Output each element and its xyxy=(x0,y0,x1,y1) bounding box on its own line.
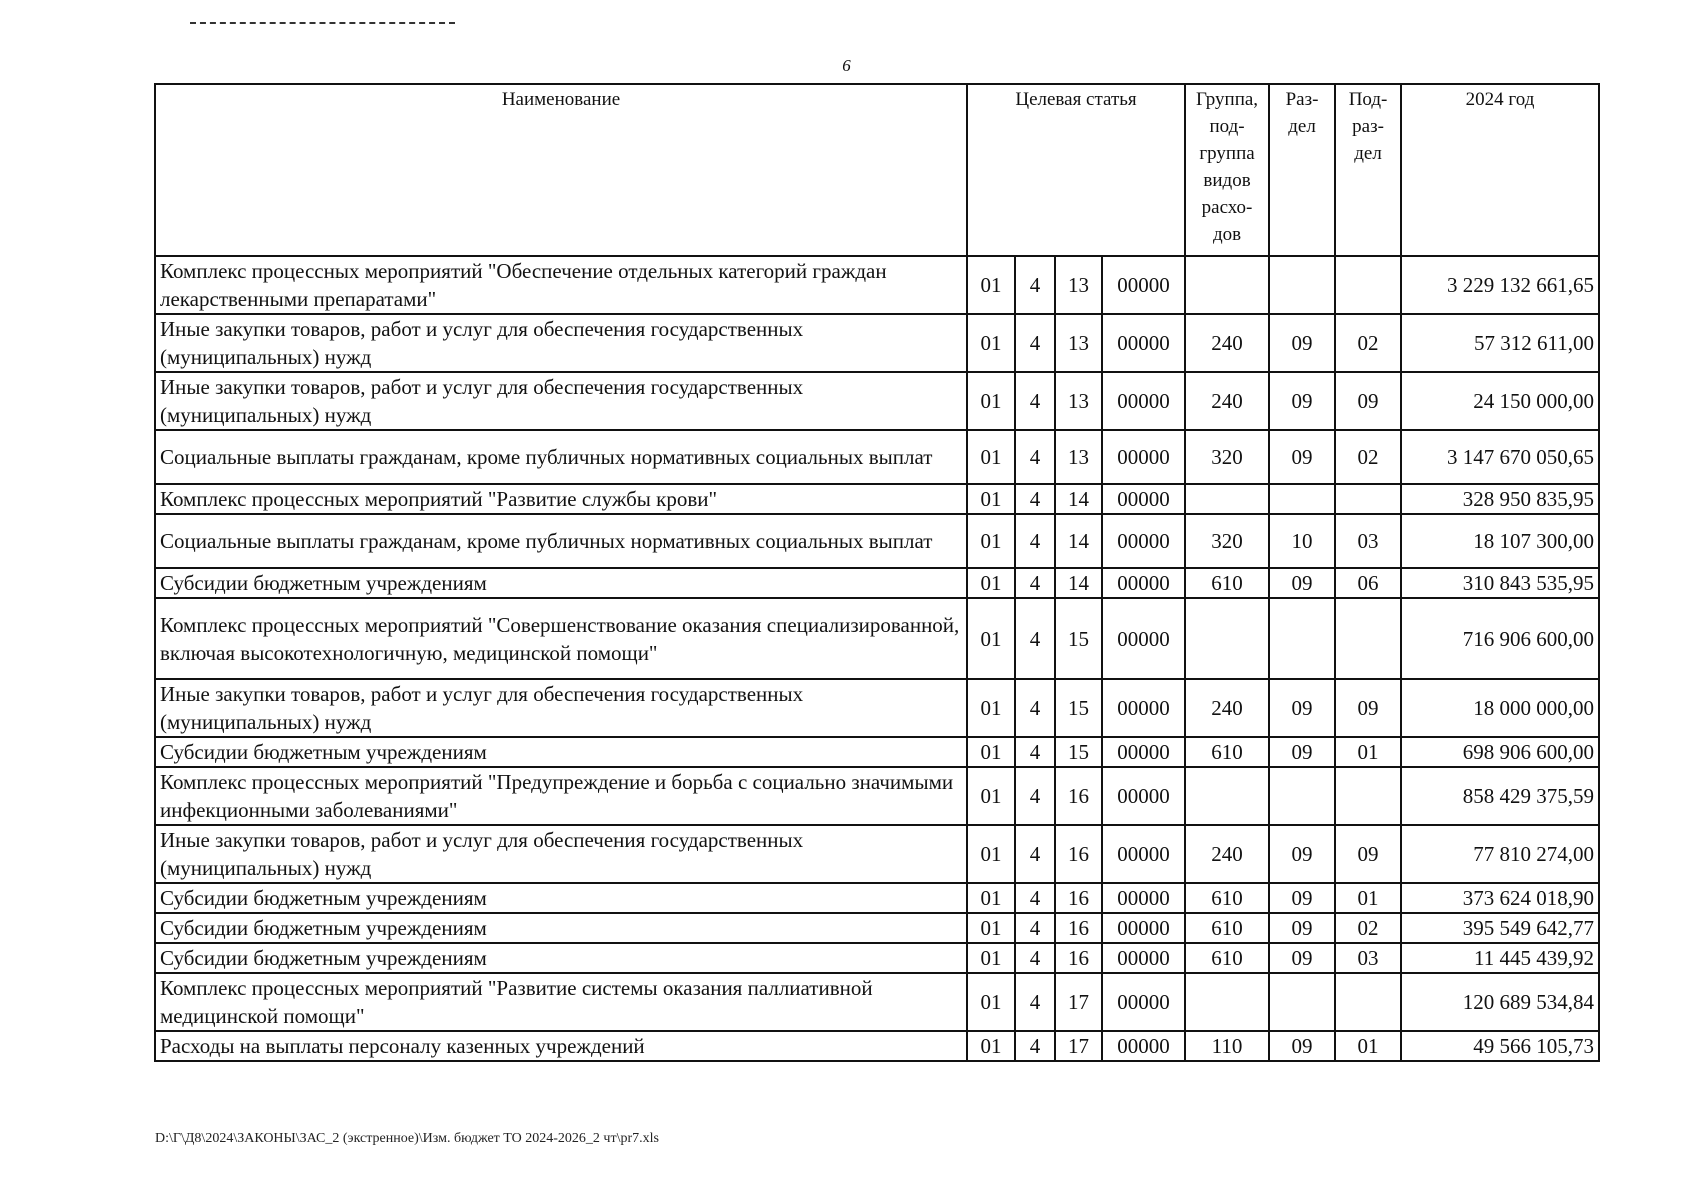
section-code: 09 xyxy=(1269,1031,1335,1061)
target-code-type: 4 xyxy=(1015,430,1055,484)
table-row xyxy=(155,767,1599,825)
section-code xyxy=(1269,484,1335,514)
table-row xyxy=(155,484,1599,514)
amount-2024: 328 950 835,95 xyxy=(1401,484,1599,514)
amount-2024: 395 549 642,77 xyxy=(1401,913,1599,943)
target-code-program: 01 xyxy=(967,256,1015,314)
target-code-program: 01 xyxy=(967,514,1015,568)
section-code: 09 xyxy=(1269,737,1335,767)
target-code-program: 01 xyxy=(967,314,1015,372)
row-name: Комплекс процессных мероприятий "Предупреждение и борьба с социально значимыми инфекционными заболеваниями" xyxy=(155,767,967,825)
target-code-program: 01 xyxy=(967,430,1015,484)
target-code-program: 01 xyxy=(967,883,1015,913)
target-code-complex: 16 xyxy=(1055,767,1102,825)
target-code-program: 01 xyxy=(967,484,1015,514)
row-name: Комплекс процессных мероприятий "Совершенствование оказания специализированной, включая высокотехнологичную, медицинской помощи" xyxy=(155,598,967,679)
target-code-direction: 00000 xyxy=(1102,514,1185,568)
expense-group xyxy=(1185,256,1269,314)
row-name: Социальные выплаты гражданам, кроме публичных нормативных социальных выплат xyxy=(155,430,967,484)
target-code-type: 4 xyxy=(1015,1031,1055,1061)
amount-2024: 11 445 439,92 xyxy=(1401,943,1599,973)
subsection-code: 03 xyxy=(1335,514,1401,568)
amount-2024: 3 229 132 661,65 xyxy=(1401,256,1599,314)
expense-group: 240 xyxy=(1185,679,1269,737)
target-code-direction: 00000 xyxy=(1102,825,1185,883)
target-code-complex: 13 xyxy=(1055,430,1102,484)
target-code-program: 01 xyxy=(967,737,1015,767)
section-code: 09 xyxy=(1269,372,1335,430)
table-row xyxy=(155,514,1599,568)
amount-2024: 3 147 670 050,65 xyxy=(1401,430,1599,484)
target-code-complex: 13 xyxy=(1055,372,1102,430)
subsection-code: 01 xyxy=(1335,737,1401,767)
target-code-complex: 13 xyxy=(1055,256,1102,314)
section-code: 09 xyxy=(1269,883,1335,913)
amount-2024: 49 566 105,73 xyxy=(1401,1031,1599,1061)
section-code xyxy=(1269,767,1335,825)
section-code: 09 xyxy=(1269,568,1335,598)
target-code-direction: 00000 xyxy=(1102,314,1185,372)
target-code-program: 01 xyxy=(967,372,1015,430)
table-row xyxy=(155,372,1599,430)
table-row xyxy=(155,430,1599,484)
amount-2024: 120 689 534,84 xyxy=(1401,973,1599,1031)
target-code-direction: 00000 xyxy=(1102,568,1185,598)
section-code xyxy=(1269,973,1335,1031)
target-code-program: 01 xyxy=(967,973,1015,1031)
subsection-code: 01 xyxy=(1335,883,1401,913)
row-name: Субсидии бюджетным учреждениям xyxy=(155,913,967,943)
target-code-complex: 15 xyxy=(1055,737,1102,767)
table-row xyxy=(155,973,1599,1031)
table-row xyxy=(155,256,1599,314)
target-code-type: 4 xyxy=(1015,514,1055,568)
target-code-program: 01 xyxy=(967,825,1015,883)
section-code: 09 xyxy=(1269,430,1335,484)
table-row xyxy=(155,943,1599,973)
subsection-code: 03 xyxy=(1335,943,1401,973)
target-code-complex: 14 xyxy=(1055,514,1102,568)
header-expense-group: Группа, под-группа видов расхо-дов xyxy=(1185,84,1269,256)
table-body xyxy=(155,256,1599,1061)
section-code: 10 xyxy=(1269,514,1335,568)
target-code-complex: 15 xyxy=(1055,598,1102,679)
row-name: Иные закупки товаров, работ и услуг для обеспечения государственных (муниципальных) нужд xyxy=(155,679,967,737)
subsection-code xyxy=(1335,598,1401,679)
target-code-complex: 13 xyxy=(1055,314,1102,372)
target-code-type: 4 xyxy=(1015,598,1055,679)
row-name: Субсидии бюджетным учреждениям xyxy=(155,943,967,973)
target-code-direction: 00000 xyxy=(1102,767,1185,825)
target-code-direction: 00000 xyxy=(1102,372,1185,430)
table-row xyxy=(155,568,1599,598)
footer-file-path: D:\Г\Д8\2024\ЗАКОНЫ\ЗАС_2 (экстренное)\Изм. бюджет ТО 2024-2026_2 чт\pr7.xls xyxy=(155,1131,659,1146)
target-code-program: 01 xyxy=(967,568,1015,598)
table-row xyxy=(155,737,1599,767)
expense-group: 610 xyxy=(1185,568,1269,598)
target-code-program: 01 xyxy=(967,679,1015,737)
expense-group: 610 xyxy=(1185,913,1269,943)
amount-2024: 698 906 600,00 xyxy=(1401,737,1599,767)
budget-table xyxy=(154,83,1600,1062)
target-code-direction: 00000 xyxy=(1102,679,1185,737)
section-code: 09 xyxy=(1269,943,1335,973)
target-code-program: 01 xyxy=(967,913,1015,943)
target-code-direction: 00000 xyxy=(1102,256,1185,314)
amount-2024: 310 843 535,95 xyxy=(1401,568,1599,598)
target-code-complex: 17 xyxy=(1055,1031,1102,1061)
target-code-direction: 00000 xyxy=(1102,1031,1185,1061)
expense-group: 610 xyxy=(1185,943,1269,973)
header-name: Наименование xyxy=(155,84,967,256)
amount-2024: 24 150 000,00 xyxy=(1401,372,1599,430)
target-code-type: 4 xyxy=(1015,568,1055,598)
expense-group xyxy=(1185,767,1269,825)
amount-2024: 858 429 375,59 xyxy=(1401,767,1599,825)
table-row xyxy=(155,314,1599,372)
table-header-row xyxy=(155,84,1599,256)
row-name: Субсидии бюджетным учреждениям xyxy=(155,883,967,913)
subsection-code: 09 xyxy=(1335,825,1401,883)
row-name: Субсидии бюджетным учреждениям xyxy=(155,568,967,598)
target-code-type: 4 xyxy=(1015,372,1055,430)
header-year: 2024 год xyxy=(1401,84,1599,256)
subsection-code xyxy=(1335,256,1401,314)
row-name: Социальные выплаты гражданам, кроме публичных нормативных социальных выплат xyxy=(155,514,967,568)
target-code-type: 4 xyxy=(1015,767,1055,825)
target-code-type: 4 xyxy=(1015,256,1055,314)
target-code-type: 4 xyxy=(1015,737,1055,767)
amount-2024: 18 107 300,00 xyxy=(1401,514,1599,568)
target-code-direction: 00000 xyxy=(1102,943,1185,973)
header-section: Раз-дел xyxy=(1269,84,1335,256)
subsection-code xyxy=(1335,484,1401,514)
section-code: 09 xyxy=(1269,913,1335,943)
target-code-type: 4 xyxy=(1015,484,1055,514)
target-code-complex: 14 xyxy=(1055,484,1102,514)
expense-group xyxy=(1185,598,1269,679)
subsection-code: 06 xyxy=(1335,568,1401,598)
target-code-type: 4 xyxy=(1015,314,1055,372)
target-code-type: 4 xyxy=(1015,883,1055,913)
page-number: 6 xyxy=(842,56,851,75)
row-name: Иные закупки товаров, работ и услуг для обеспечения государственных (муниципальных) нужд xyxy=(155,314,967,372)
row-name: Субсидии бюджетным учреждениям xyxy=(155,737,967,767)
table-row xyxy=(155,679,1599,737)
subsection-code: 01 xyxy=(1335,1031,1401,1061)
target-code-complex: 17 xyxy=(1055,973,1102,1031)
target-code-complex: 16 xyxy=(1055,883,1102,913)
target-code-type: 4 xyxy=(1015,913,1055,943)
expense-group xyxy=(1185,973,1269,1031)
target-code-type: 4 xyxy=(1015,825,1055,883)
target-code-direction: 00000 xyxy=(1102,598,1185,679)
target-code-complex: 14 xyxy=(1055,568,1102,598)
row-name: Иные закупки товаров, работ и услуг для обеспечения государственных (муниципальных) нужд xyxy=(155,825,967,883)
target-code-direction: 00000 xyxy=(1102,737,1185,767)
expense-group: 320 xyxy=(1185,514,1269,568)
section-code xyxy=(1269,598,1335,679)
header-subsection: Под-раз-дел xyxy=(1335,84,1401,256)
target-code-program: 01 xyxy=(967,943,1015,973)
target-code-type: 4 xyxy=(1015,679,1055,737)
expense-group: 110 xyxy=(1185,1031,1269,1061)
table-row xyxy=(155,825,1599,883)
amount-2024: 373 624 018,90 xyxy=(1401,883,1599,913)
expense-group: 610 xyxy=(1185,883,1269,913)
row-name: Расходы на выплаты персоналу казенных учреждений xyxy=(155,1031,967,1061)
expense-group: 240 xyxy=(1185,825,1269,883)
header-rule xyxy=(190,22,455,24)
expense-group: 240 xyxy=(1185,314,1269,372)
row-name: Комплекс процессных мероприятий "Развитие системы оказания паллиативной медицинской помощи" xyxy=(155,973,967,1031)
target-code-direction: 00000 xyxy=(1102,913,1185,943)
target-code-complex: 16 xyxy=(1055,943,1102,973)
section-code: 09 xyxy=(1269,314,1335,372)
section-code: 09 xyxy=(1269,679,1335,737)
amount-2024: 716 906 600,00 xyxy=(1401,598,1599,679)
table-row xyxy=(155,598,1599,679)
table-row xyxy=(155,883,1599,913)
subsection-code: 02 xyxy=(1335,314,1401,372)
amount-2024: 77 810 274,00 xyxy=(1401,825,1599,883)
header-target-article: Целевая статья xyxy=(967,84,1185,256)
section-code: 09 xyxy=(1269,825,1335,883)
table-row xyxy=(155,913,1599,943)
target-code-complex: 16 xyxy=(1055,913,1102,943)
target-code-complex: 16 xyxy=(1055,825,1102,883)
amount-2024: 57 312 611,00 xyxy=(1401,314,1599,372)
row-name: Комплекс процессных мероприятий "Обеспечение отдельных категорий граждан лекарственными препаратами" xyxy=(155,256,967,314)
row-name: Иные закупки товаров, работ и услуг для обеспечения государственных (муниципальных) нужд xyxy=(155,372,967,430)
target-code-type: 4 xyxy=(1015,943,1055,973)
expense-group: 240 xyxy=(1185,372,1269,430)
target-code-type: 4 xyxy=(1015,973,1055,1031)
row-name: Комплекс процессных мероприятий "Развитие службы крови" xyxy=(155,484,967,514)
subsection-code: 09 xyxy=(1335,679,1401,737)
subsection-code: 02 xyxy=(1335,430,1401,484)
table-row xyxy=(155,1031,1599,1061)
subsection-code: 02 xyxy=(1335,913,1401,943)
target-code-program: 01 xyxy=(967,767,1015,825)
target-code-program: 01 xyxy=(967,1031,1015,1061)
target-code-complex: 15 xyxy=(1055,679,1102,737)
expense-group xyxy=(1185,484,1269,514)
expense-group: 320 xyxy=(1185,430,1269,484)
amount-2024: 18 000 000,00 xyxy=(1401,679,1599,737)
section-code xyxy=(1269,256,1335,314)
subsection-code: 09 xyxy=(1335,372,1401,430)
subsection-code xyxy=(1335,973,1401,1031)
target-code-program: 01 xyxy=(967,598,1015,679)
target-code-direction: 00000 xyxy=(1102,883,1185,913)
target-code-direction: 00000 xyxy=(1102,973,1185,1031)
expense-group: 610 xyxy=(1185,737,1269,767)
subsection-code xyxy=(1335,767,1401,825)
target-code-direction: 00000 xyxy=(1102,484,1185,514)
target-code-direction: 00000 xyxy=(1102,430,1185,484)
